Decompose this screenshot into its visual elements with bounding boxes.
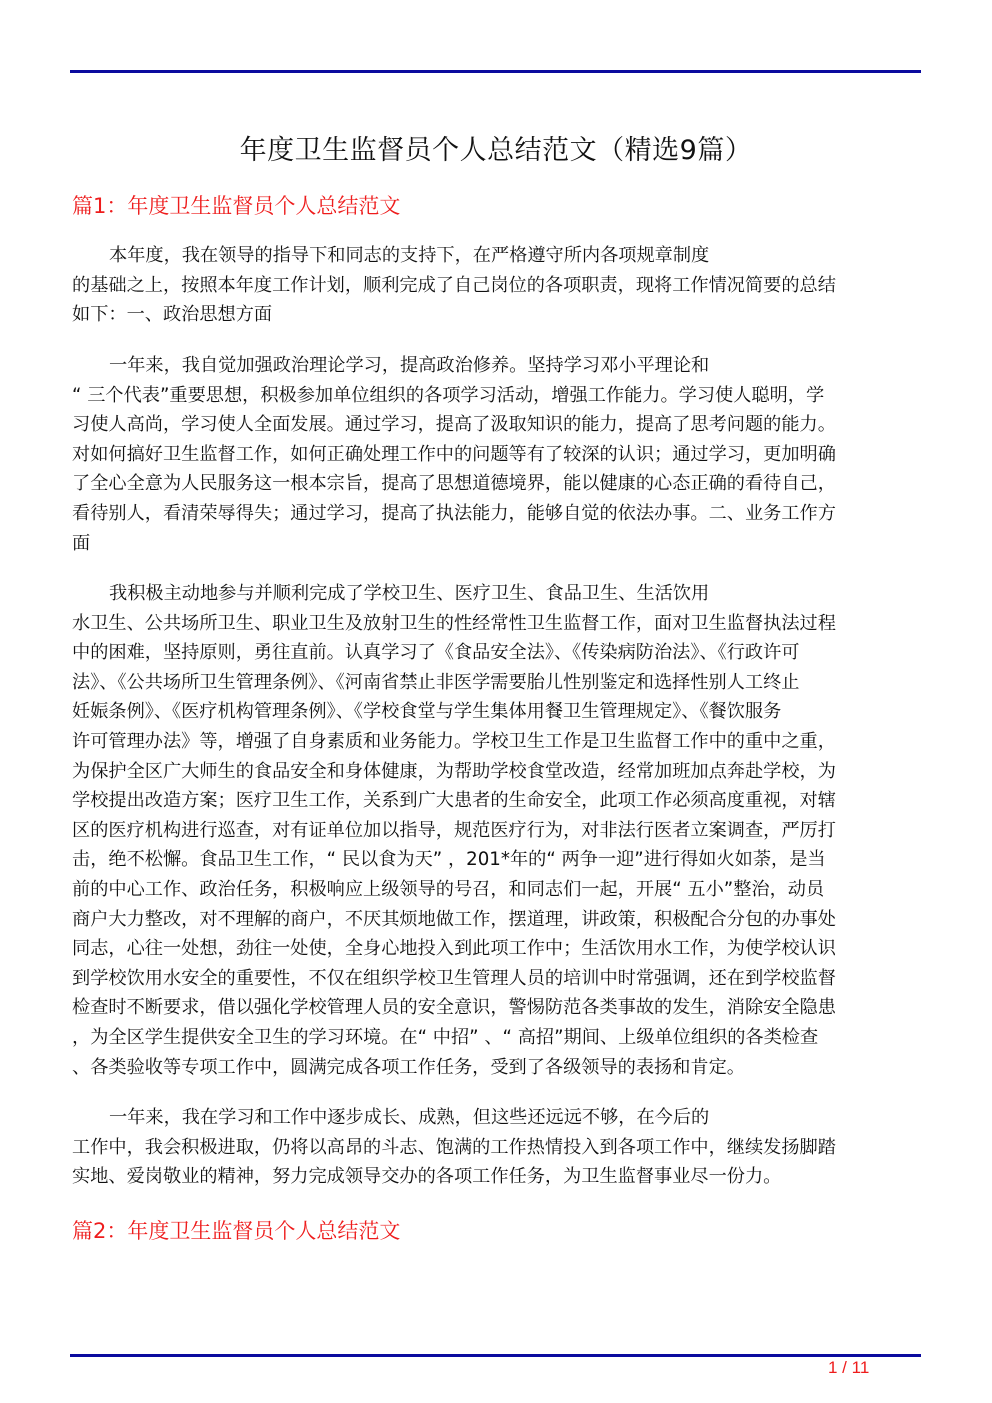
text-line: 区的医疗机构进行巡查，对有证单位加以指导，规范医疗行为，对非法行医者立案调查，严厉打: [72, 819, 836, 841]
paragraph-2: [72, 351, 912, 558]
document-title: 年度卫生监督员个人总结范文（精选9篇）: [239, 135, 753, 166]
text-line: 水卫生、公共场所卫生、职业卫生及放射卫生的性经常性卫生监督工作，面对卫生监督执法过程: [72, 612, 836, 634]
text-line: 同志，心往一处想，劲往一处使，全身心地投入到此项工作中；生活饮用水工作，为使学校认识: [72, 938, 836, 960]
paragraph-1: [72, 241, 912, 330]
header-rule: [70, 70, 921, 73]
text-line: ，为全区学生提供安全卫生的学习环境。在“ 中招” 、“ 高招”期间、上级单位组织的各类检查: [72, 1026, 819, 1048]
text-line: 看待别人，看清荣辱得失；通过学习，提高了执法能力，能够自觉的依法办事。二、业务工作方: [72, 502, 836, 524]
text-line: 对如何搞好卫生监督工作，如何正确处理工作中的问题等有了较深的认识；通过学习，更加明确: [72, 443, 836, 465]
text-line: 实地、爱岗敬业的精神，努力完成领导交办的各项工作任务，为卫生监督事业尽一份力。: [72, 1166, 782, 1188]
text-line: 工作中，我会积极进取，仍将以高昂的斗志、饱满的工作热情投入到各项工作中，继续发扬脚踏: [72, 1136, 836, 1158]
paragraph-4: [72, 1103, 912, 1192]
text-line: 为保护全区广大师生的食品安全和身体健康，为帮助学校食堂改造，经常加班加点奔赴学校，为: [72, 760, 836, 782]
text-line: 一年来，我在学习和工作中逐步成长、成熟，但这些还远远不够，在今后的: [109, 1107, 710, 1128]
page-indicator: 1 / 11: [828, 1358, 870, 1377]
text-line: 我积极主动地参与并顺利完成了学校卫生、医疗卫生、食品卫生、生活饮用: [109, 583, 710, 604]
text-line: 击，绝不松懈。食品卫生工作，“ 民以食为天” ，201*年的“ 两争一迎”进行得如火如荼，是当: [72, 849, 826, 871]
text-line: 商户大力整改，对不理解的商户，不厌其烦地做工作，摆道理，讲政策，积极配合分包的办事处: [72, 908, 836, 930]
text-line: 前的中心工作、政治任务，积极响应上级领导的号召，和同志们一起，开展“ 五小”整治，动员: [72, 878, 825, 900]
paragraph-3: [72, 579, 912, 1082]
section-heading-2: 篇2：年度卫生监督员个人总结范文: [72, 1219, 401, 1243]
text-line: 一年来，我自觉加强政治理论学习，提高政治修养。坚持学习邓小平理论和: [109, 355, 710, 376]
text-line: 法》、《公共场所卫生管理条例》、《河南省禁止非医学需要胎儿性别鉴定和选择性别人工终止: [72, 671, 800, 693]
text-line: 本年度，我在领导的指导下和同志的支持下，在严格遵守所内各项规章制度: [109, 245, 710, 266]
text-line: 学校提出改造方案；医疗卫生工作，关系到广大患者的生命安全，此项工作必须高度重视，对辖: [72, 790, 836, 812]
text-line: 、各类验收等专项工作中，圆满完成各项工作任务，受到了各级领导的表扬和肯定。: [72, 1056, 745, 1078]
text-line: “ 三个代表”重要思想，积极参加单位组织的各项学习活动，增强工作能力。学习使人聪明，学: [72, 384, 825, 406]
section-heading-1: 篇1：年度卫生监督员个人总结范文: [72, 194, 401, 218]
text-line: 如下：一、政治思想方面: [72, 304, 273, 326]
text-line: 妊娠条例》、《医疗机构管理条例》、《学校食堂与学生集体用餐卫生管理规定》、《餐饮服务: [72, 701, 782, 723]
text-line: 习使人高尚，学习使人全面发展。通过学习，提高了汲取知识的能力，提高了思考问题的能力。: [72, 414, 836, 436]
text-line: 了全心全意为人民服务这一根本宗旨，提高了思想道德境界，能以健康的心态正确的看待自己，: [72, 473, 836, 495]
text-line: 的基础之上，按照本年度工作计划，顺利完成了自己岗位的各项职责，现将工作情况简要的总结: [72, 274, 836, 296]
text-line: 面: [72, 532, 91, 554]
text-line: 许可管理办法》等，增强了自身素质和业务能力。学校卫生工作是卫生监督工作中的重中之重，: [72, 730, 836, 752]
text-line: 到学校饮用水安全的重要性，不仅在组织学校卫生管理人员的培训中时常强调，还在到学校监督: [72, 967, 836, 989]
text-line: 中的困难，坚持原则，勇往直前。认真学习了《食品安全法》、《传染病防治法》、《行政许可: [72, 642, 800, 664]
text-line: 检查时不断要求，借以强化学校管理人员的安全意识，警惕防范各类事故的发生，消除安全隐患: [72, 997, 836, 1019]
footer-rule: [70, 1354, 921, 1357]
